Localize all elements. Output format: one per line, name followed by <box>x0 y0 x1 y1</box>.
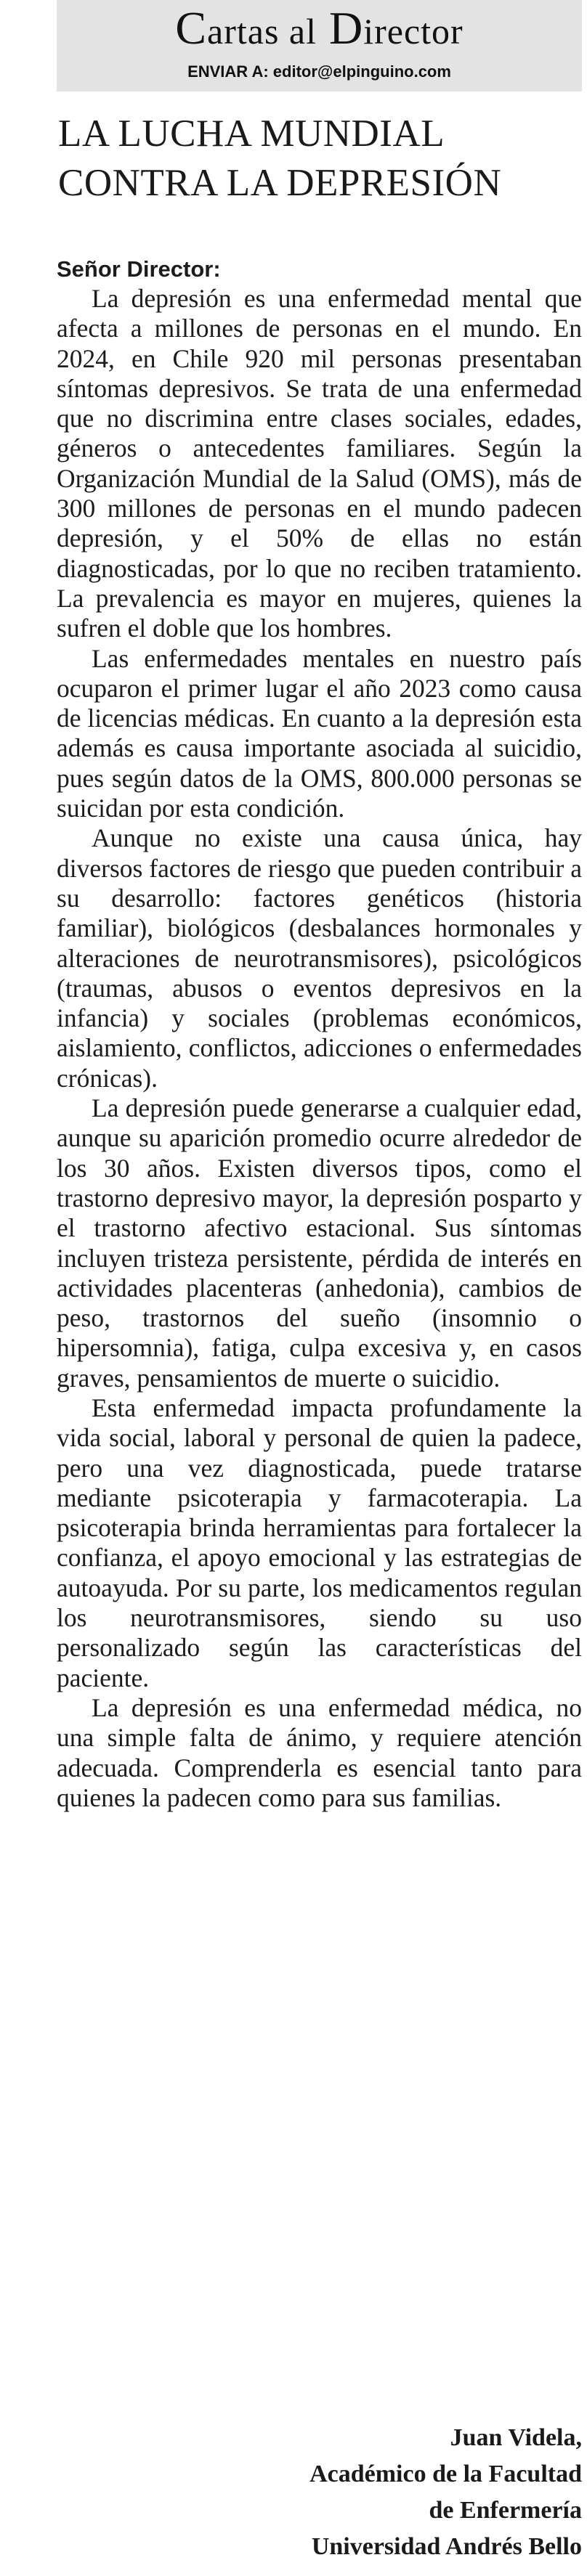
signature-block <box>309 2420 582 2565</box>
section-title-word-2-rest: irector <box>363 11 463 52</box>
paragraph-1: La depresión es una enfermedad mental que afecta a millones de personas en el mundo. En 2024, en Chile 920 mil personas presentaban síntomas depresivos. Se trata de una enfermedad que no discrimina entre clases sociales, edades, géneros o antecedentes familiares. Según la Organización Mundial de la Salud (OMS), más de 300 millones de personas en el mundo padecen depresión, y el 50% de ellas no están diagnosticadas, por lo que no reciben tratamiento. La prevalencia es mayor en mujeres, quienes la sufren el doble que los hombres. <box>57 284 582 643</box>
signature-faculty: de Enfermería <box>429 2497 582 2524</box>
section-title-initial-1: C <box>175 2 208 54</box>
headline-line-2: CONTRA LA DEPRESIÓN <box>58 162 502 204</box>
section-title <box>57 3 582 57</box>
section-title-word-1-rest: artas al <box>207 11 317 52</box>
signature-name: Juan Videla, <box>450 2424 582 2451</box>
signature-university: Universidad Andrés Bello <box>311 2533 582 2560</box>
salutation: Señor Director: <box>57 256 221 282</box>
letter-headline <box>58 109 581 208</box>
paragraph-3: Aunque no existe una causa única, hay diversos factores de riesgo que pueden contribuir a su desarrollo: factores genéticos (historia familiar), biológicos (desbalances hormonales y alteraciones de neurotransmisores), psicológicos (traumas, abusos o eventos depresivos en la infancia) y sociales (problemas económicos, aislamiento, conflictos, adicciones o enfermedades crónicas). <box>57 823 582 1093</box>
headline-line-1: LA LUCHA MUNDIAL <box>58 113 445 155</box>
section-header <box>57 0 582 91</box>
paragraph-5: Esta enfermedad impacta profundamente la vida social, laboral y personal de quien la padece, pero una vez diagnosticada, puede tratarse mediante psicoterapia y farmacoterapia. La psicoterapia brinda herramientas para fortalecer la confianza, el apoyo emocional y las estrategias de autoayuda. Por su parte, los medicamentos regulan los neurotransmisores, siendo su uso personalizado según las características del paciente. <box>57 1393 582 1692</box>
paragraph-2: Las enfermedades mentales en nuestro país ocuparon el primer lugar el año 2023 como causa de licencias médicas. En cuanto a la depresión esta además es causa importante asociada al suicidio, pues según datos de la OMS, 800.000 personas se suicidan por esta condición. <box>57 643 582 823</box>
letter-body <box>57 254 582 1813</box>
paragraph-4: La depresión puede generarse a cualquier edad, aunque su aparición promedio ocurre alrededor de los 30 años. Existen diversos tipos, como el trastorno depresivo mayor, la depresión posparto y el trastorno afectivo estacional. Sus síntomas incluyen tristeza persistente, pérdida de interés en actividades placenteras (anhedonia), cambios de peso, trastornos del sueño (insomnio o hipersomnia), fatiga, culpa excesiva y, en casos graves, pensamientos de muerte o suicidio. <box>57 1093 582 1393</box>
submission-email-line: ENVIAR A: editor@elpinguino.com <box>187 62 451 81</box>
signature-role: Académico de la Facultad <box>309 2461 582 2487</box>
paragraph-6: La depresión es una enfermedad médica, no una simple falta de ánimo, y requiere atención adecuada. Comprenderla es esencial tanto para quienes la padecen como para sus familias. <box>57 1692 582 1812</box>
section-title-initial-2: D <box>328 2 364 54</box>
